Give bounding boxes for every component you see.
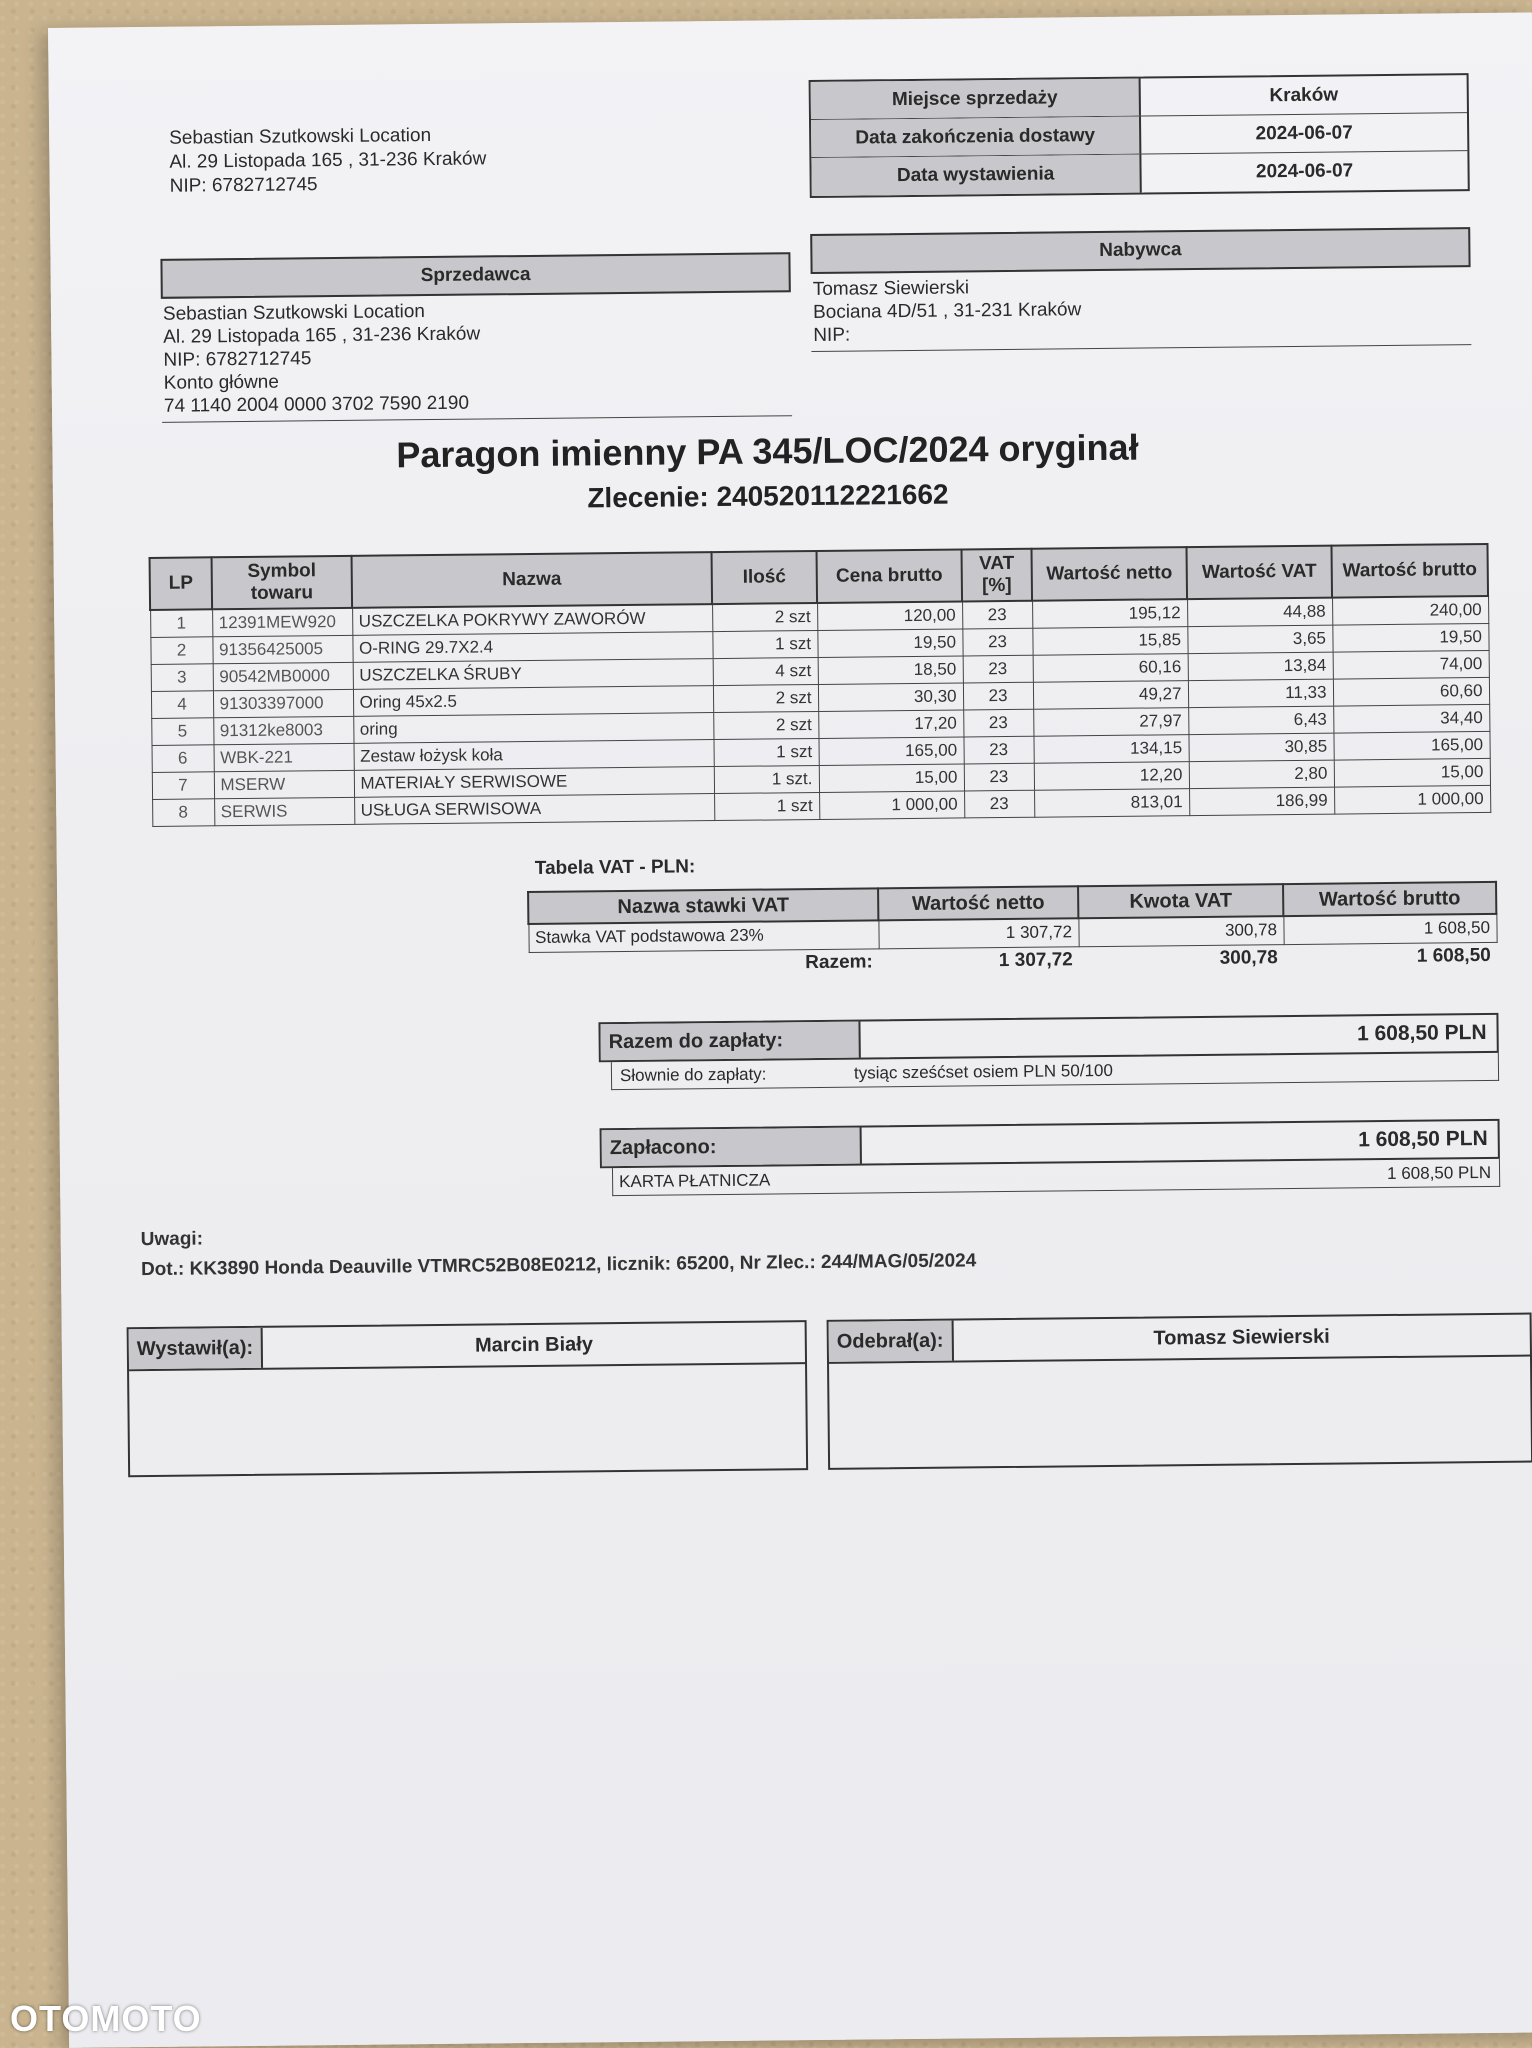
amount-due-block bbox=[598, 1013, 1499, 1090]
buyer-details bbox=[811, 267, 1472, 352]
item-symbol: 12391MEW920 bbox=[212, 608, 352, 636]
vat-col-header: Kwota VAT bbox=[1078, 884, 1283, 918]
header-address: Al. 29 Listopada 165 , 31-236 Kraków bbox=[169, 148, 487, 173]
item-net-value: 15,85 bbox=[1032, 626, 1187, 655]
col-header: VAT [%] bbox=[962, 549, 1033, 602]
item-vat-rate: 23 bbox=[963, 655, 1033, 683]
notes-label: Uwagi: bbox=[140, 1228, 204, 1251]
col-header: Cena brutto bbox=[817, 549, 963, 603]
amount-words-label: Słownie do zapłaty: bbox=[619, 1064, 767, 1085]
vat-rate-name: Stawka VAT podstawowa 23% bbox=[528, 920, 878, 952]
item-qty: 2 szt bbox=[713, 684, 818, 712]
col-header: Symbol towaru bbox=[212, 556, 353, 609]
item-price-gross: 120,00 bbox=[817, 601, 962, 630]
item-vat-value: 186,99 bbox=[1189, 787, 1334, 816]
item-symbol: 91356425005 bbox=[212, 635, 352, 663]
payment-method-label: KARTA PŁATNICZA bbox=[619, 1170, 771, 1191]
vat-sum-amount: 300,78 bbox=[1219, 947, 1278, 970]
buyer-title: Nabywca bbox=[810, 227, 1470, 274]
item-lp: 8 bbox=[152, 798, 214, 826]
vat-sum-gross: 1 608,50 bbox=[1416, 945, 1491, 967]
order-number: Zlecenie: 240520112221662 bbox=[587, 478, 949, 514]
item-qty: 4 szt bbox=[713, 657, 818, 685]
seller-line: Sebastian Szutkowski Location bbox=[162, 301, 426, 325]
vat-table bbox=[527, 881, 1498, 980]
col-header: Wartość VAT bbox=[1186, 546, 1332, 600]
item-name: O-RING 29.7X2.4 bbox=[352, 631, 712, 662]
meta-label: Data zakończenia dostawy bbox=[811, 117, 1141, 157]
item-lp: 4 bbox=[151, 690, 213, 718]
buyer-line: Bociana 4D/51 , 31-231 Kraków bbox=[812, 299, 1082, 324]
seller-line: Al. 29 Listopada 165 , 31-236 Kraków bbox=[163, 323, 481, 348]
otomoto-watermark: OTOMOTO bbox=[10, 1998, 202, 2039]
meta-box bbox=[809, 73, 1470, 198]
meta-label: Data wystawienia bbox=[811, 155, 1141, 196]
item-vat-rate: 23 bbox=[962, 628, 1032, 656]
vat-net: 1 307,72 bbox=[878, 918, 1078, 948]
item-net-value: 60,16 bbox=[1033, 653, 1188, 682]
meta-label: Miejsce sprzedaży bbox=[811, 79, 1141, 119]
vat-sum-net: 1 307,72 bbox=[998, 949, 1073, 972]
notes-text: Dot.: KK3890 Honda Deauville VTMRC52B08E0212, licznik: 65200, Nr Zlec.: 244/MAG/05/2024 bbox=[140, 1250, 977, 1281]
vat-gross: 1 608,50 bbox=[1283, 914, 1496, 944]
vat-sum-label: Razem: bbox=[805, 951, 873, 974]
item-net-value: 12,20 bbox=[1034, 761, 1189, 790]
item-vat-rate: 23 bbox=[962, 601, 1032, 629]
issued-by-name: Marcin Biały bbox=[474, 1332, 594, 1357]
received-by-name: Tomasz Siewierski bbox=[1153, 1325, 1330, 1349]
items-table bbox=[149, 543, 1492, 827]
header-nip: NIP: 6782712745 bbox=[169, 174, 318, 197]
item-symbol: 90542MB0000 bbox=[213, 662, 353, 690]
item-gross-value: 74,00 bbox=[1333, 650, 1489, 679]
header-company: Sebastian Szutkowski Location bbox=[169, 124, 432, 149]
item-net-value: 813,01 bbox=[1034, 788, 1189, 817]
seller-details bbox=[161, 292, 792, 423]
received-by-label: Odebrał(a): bbox=[829, 1321, 954, 1362]
item-symbol: MSERW bbox=[214, 770, 354, 798]
document-title: Paragon imienny PA 345/LOC/2024 oryginał bbox=[396, 426, 1139, 476]
item-qty: 2 szt bbox=[712, 603, 817, 631]
item-lp: 5 bbox=[151, 717, 213, 745]
item-qty: 1 szt bbox=[714, 792, 819, 820]
item-price-gross: 30,30 bbox=[818, 682, 963, 711]
item-price-gross: 17,20 bbox=[818, 709, 963, 738]
item-lp: 7 bbox=[152, 771, 214, 799]
item-net-value: 195,12 bbox=[1032, 599, 1187, 628]
item-name: MATERIAŁY SERWISOWE bbox=[354, 766, 714, 797]
item-symbol: SERWIS bbox=[214, 797, 354, 825]
col-header: Wartość netto bbox=[1032, 547, 1188, 601]
payment-method-value: 1 608,50 PLN bbox=[1386, 1162, 1492, 1183]
buyer-block bbox=[810, 227, 1471, 352]
item-vat-value: 44,88 bbox=[1187, 598, 1332, 627]
col-header: Wartość brutto bbox=[1331, 544, 1488, 598]
paid-value: 1 608,50 PLN bbox=[1358, 1126, 1488, 1152]
paid-label: Zapłacono: bbox=[602, 1128, 862, 1167]
item-name: oring bbox=[353, 712, 713, 743]
received-by-box bbox=[827, 1313, 1532, 1470]
item-name: USZCZELKA POKRYWY ZAWORÓW bbox=[352, 604, 712, 635]
header-company-block bbox=[169, 123, 487, 198]
item-symbol: WBK-221 bbox=[214, 743, 354, 771]
meta-value: 2024-06-07 bbox=[1255, 160, 1354, 183]
item-vat-value: 30,85 bbox=[1188, 733, 1333, 762]
paid-block bbox=[600, 1119, 1501, 1196]
item-qty: 1 szt bbox=[713, 738, 818, 766]
issued-by-label: Wystawił(a): bbox=[129, 1328, 264, 1369]
amount-due-value: 1 608,50 PLN bbox=[1356, 1020, 1487, 1046]
item-price-gross: 19,50 bbox=[817, 628, 962, 657]
item-price-gross: 15,00 bbox=[819, 763, 964, 792]
meta-value: 2024-06-07 bbox=[1255, 121, 1353, 144]
issued-by-box bbox=[127, 1320, 809, 1477]
item-name: Zestaw łożysk koła bbox=[354, 739, 714, 770]
item-vat-rate: 23 bbox=[964, 763, 1034, 791]
seller-block bbox=[160, 252, 792, 423]
item-price-gross: 165,00 bbox=[818, 736, 963, 765]
buyer-line: NIP: bbox=[813, 324, 851, 347]
meta-row bbox=[811, 151, 1467, 196]
item-symbol: 91312ke8003 bbox=[213, 716, 353, 744]
amount-words-value: tysiąc sześćset osiem PLN 50/100 bbox=[853, 1060, 1113, 1083]
item-net-value: 134,15 bbox=[1033, 734, 1188, 763]
seller-line: Konto główne bbox=[163, 371, 279, 394]
col-header: LP bbox=[150, 557, 213, 610]
item-gross-value: 1 000,00 bbox=[1334, 785, 1490, 814]
item-price-gross: 18,50 bbox=[818, 655, 963, 684]
item-gross-value: 15,00 bbox=[1334, 758, 1490, 787]
item-qty: 1 szt. bbox=[714, 765, 819, 793]
item-name: Oring 45x2.5 bbox=[353, 685, 713, 716]
item-vat-rate: 23 bbox=[963, 682, 1033, 710]
buyer-line: Tomasz Siewierski bbox=[812, 277, 970, 301]
item-net-value: 27,97 bbox=[1033, 707, 1188, 736]
item-price-gross: 1 000,00 bbox=[819, 790, 964, 819]
vat-amount: 300,78 bbox=[1078, 916, 1283, 946]
vat-table-label: Tabela VAT - PLN: bbox=[534, 856, 696, 879]
item-name: USZCZELKA ŚRUBY bbox=[353, 658, 713, 689]
col-header: Nazwa bbox=[352, 552, 713, 608]
seller-title: Sprzedawca bbox=[160, 252, 790, 299]
item-vat-value: 3,65 bbox=[1187, 625, 1332, 654]
item-symbol: 91303397000 bbox=[213, 689, 353, 717]
item-vat-value: 13,84 bbox=[1188, 652, 1333, 681]
receipt-paper bbox=[48, 12, 1532, 2047]
amount-due-label: Razem do zapłaty: bbox=[600, 1022, 860, 1061]
item-gross-value: 34,40 bbox=[1333, 704, 1489, 733]
vat-col-header: Wartość brutto bbox=[1283, 882, 1496, 916]
item-name: USŁUGA SERWISOWA bbox=[354, 793, 714, 824]
notes-block bbox=[141, 1216, 977, 1285]
item-vat-rate: 23 bbox=[964, 790, 1034, 818]
seller-line: 74 1140 2004 0000 3702 7590 2190 bbox=[163, 392, 470, 417]
vat-col-header: Wartość netto bbox=[878, 886, 1078, 920]
item-qty: 2 szt bbox=[713, 711, 818, 739]
item-gross-value: 165,00 bbox=[1333, 731, 1489, 760]
items-body bbox=[150, 596, 1490, 826]
item-vat-value: 11,33 bbox=[1188, 679, 1333, 708]
item-vat-rate: 23 bbox=[963, 709, 1033, 737]
vat-col-header: Nazwa stawki VAT bbox=[528, 888, 878, 924]
seller-line: NIP: 6782712745 bbox=[163, 348, 312, 371]
item-vat-value: 6,43 bbox=[1188, 706, 1333, 735]
item-gross-value: 240,00 bbox=[1332, 596, 1488, 625]
item-net-value: 49,27 bbox=[1033, 680, 1188, 709]
item-gross-value: 19,50 bbox=[1332, 623, 1488, 652]
item-vat-value: 2,80 bbox=[1189, 760, 1334, 789]
item-qty: 1 szt bbox=[712, 630, 817, 658]
meta-value: Kraków bbox=[1269, 83, 1339, 106]
item-lp: 1 bbox=[150, 609, 212, 637]
item-lp: 2 bbox=[150, 636, 212, 664]
item-lp: 3 bbox=[151, 663, 213, 691]
item-gross-value: 60,60 bbox=[1333, 677, 1489, 706]
col-header: Ilość bbox=[712, 551, 818, 604]
item-vat-rate: 23 bbox=[963, 736, 1033, 764]
item-lp: 6 bbox=[152, 744, 214, 772]
